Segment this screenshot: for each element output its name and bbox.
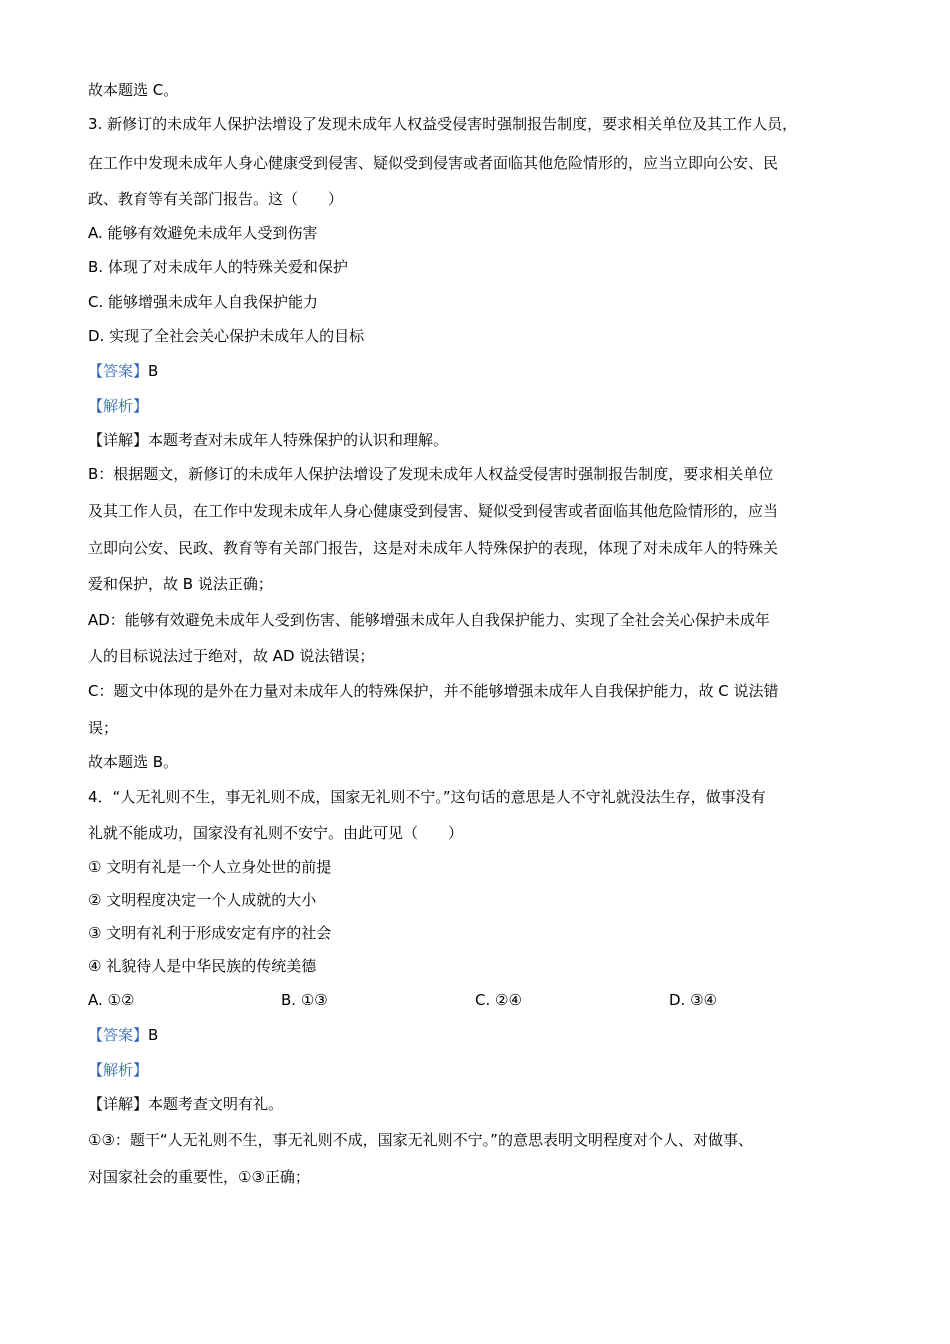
- analysis-line: 误；: [88, 719, 119, 737]
- question-3-stem: 政、教育等有关部门报告。这（ ）: [88, 190, 344, 208]
- analysis-line: 人的目标说法过于绝对，故 AD 说法错误；: [88, 647, 375, 665]
- question-3-detail: [88, 429, 448, 451]
- analysis-line: B：根据题文，新修订的未成年人保护法增设了发现未成年人权益受侵害时强制报告制度，要求相关单位: [88, 465, 774, 483]
- answer-tag: 【答案】: [88, 362, 149, 380]
- question-3-stem: 在工作中发现未成年人身心健康受到侵害、疑似受到侵害或者面临其他危险情形的，应当立即向公安、民: [88, 154, 779, 172]
- question-4-stem: 礼就不能成功，国家没有礼则不安宁。由此可见（ ）: [88, 824, 464, 842]
- question-4-statement-2: ② 文明程度决定一个人成就的大小: [88, 891, 317, 909]
- answer-tag: 【答案】: [88, 1026, 149, 1044]
- question-4-option-a: A. ①②: [88, 991, 135, 1009]
- question-4-statement-1: ① 文明有礼是一个人立身处世的前提: [88, 858, 332, 876]
- question-4-option-c: C. ②④: [475, 991, 522, 1009]
- analysis-line: 立即向公安、民政、教育等有关部门报告，这是对未成年人特殊保护的表现，体现了对未成年人的特殊关: [88, 539, 779, 557]
- analysis-tag: 【解析】: [88, 397, 149, 415]
- analysis-line: 对国家社会的重要性，①③正确；: [88, 1168, 310, 1186]
- text-line: 故本题选 C。: [88, 81, 179, 99]
- question-3-option-c: C. 能够增强未成年人自我保护能力: [88, 293, 319, 311]
- question-3-answer: [88, 360, 158, 382]
- answer-value: B: [148, 362, 159, 380]
- analysis-line: ①③：题干“人无礼则不生，事无礼则不成，国家无礼则不宁。”的意思表明文明程度对个人、对做事、: [88, 1131, 753, 1149]
- question-4-option-d: D. ③④: [669, 991, 717, 1009]
- question-3-option-a: A. 能够有效避免未成年人受到伤害: [88, 224, 318, 242]
- detail-tag: 【详解】: [88, 1095, 149, 1113]
- question-4-option-b: B. ①③: [281, 991, 328, 1009]
- analysis-line: 爱和保护，故 B 说法正确；: [88, 575, 273, 593]
- question-3-analysis-heading: [88, 395, 148, 417]
- question-3-option-d: D. 实现了全社会关心保护未成年人的目标: [88, 327, 365, 345]
- detail-tag: 【详解】: [88, 431, 149, 449]
- detail-text: 本题考查文明有礼。: [148, 1095, 284, 1113]
- analysis-line: C：题文中体现的是外在力量对未成年人的特殊保护，并不能够增强未成年人自我保护能力，故 C 说法错: [88, 682, 779, 700]
- analysis-line: AD：能够有效避免未成年人受到伤害、能够增强未成年人自我保护能力、实现了全社会关心保护未成年: [88, 611, 770, 629]
- question-4-answer: [88, 1024, 158, 1046]
- analysis-line: 及其工作人员，在工作中发现未成年人身心健康受到侵害、疑似受到侵害或者面临其他危险情形的，应当: [88, 502, 779, 520]
- detail-text: 本题考查对未成年人特殊保护的认识和理解。: [148, 431, 449, 449]
- question-4-detail: [88, 1093, 283, 1115]
- question-4-stem: 4．“人无礼则不生，事无礼则不成，国家无礼则不宁。”这句话的意思是人不守礼就没法生存，做事没有: [88, 788, 766, 806]
- question-3-option-b: B. 体现了对未成年人的特殊关爱和保护: [88, 258, 348, 276]
- question-4-analysis-heading: [88, 1059, 148, 1081]
- question-4-statement-4: ④ 礼貌待人是中华民族的传统美德: [88, 957, 317, 975]
- text-line: 故本题选 B。: [88, 753, 179, 771]
- analysis-tag: 【解析】: [88, 1061, 149, 1079]
- answer-value: B: [148, 1026, 159, 1044]
- question-3-stem: 3. 新修订的未成年人保护法增设了发现未成年人权益受侵害时强制报告制度，要求相关单位及其工作人员，: [88, 115, 798, 133]
- question-4-statement-3: ③ 文明有礼利于形成安定有序的社会: [88, 924, 332, 942]
